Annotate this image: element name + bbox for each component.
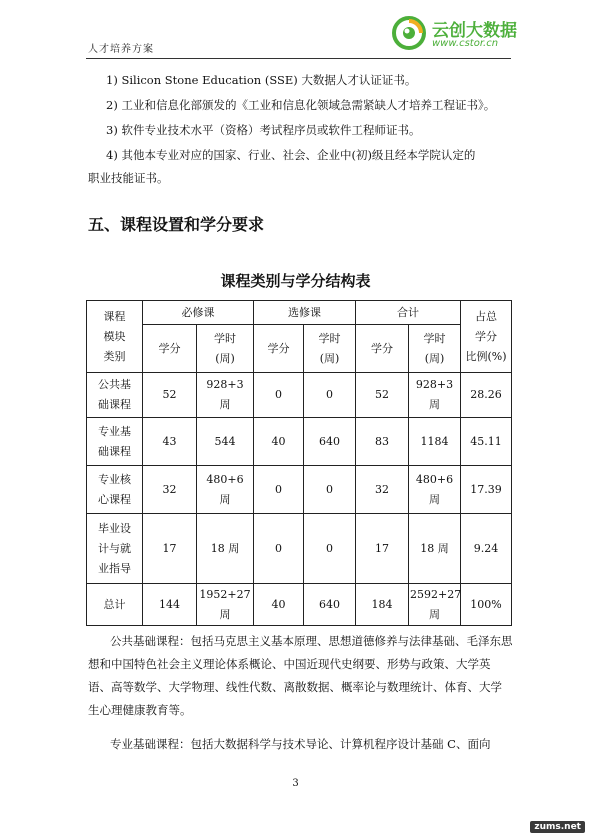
total-credit-cell: 17	[356, 514, 409, 584]
ratio-header-cell: 占总 学分 比例(%)	[461, 301, 512, 373]
hours-subheader-cell: 学时 (周)	[304, 325, 356, 373]
elective-hours-cell: 0	[304, 514, 356, 584]
table-row	[87, 418, 512, 466]
total-credit-cell: 52	[356, 373, 409, 418]
table-row	[87, 373, 512, 418]
watermark-badge: zums.net	[530, 821, 585, 833]
required-header-cell: 必修课	[143, 301, 254, 325]
body-paragraph: 公共基础课程：包括马克思主义基本原理、思想道德修养与法律基础、毛泽东思想和中国特色社会主义理论体系概论、中国近现代史纲要、形势与政策、大学英语、高等数学、大学物理、线性代数、离散数据、概率论与数理统计、体育、大学生心理健康教育等。	[88, 634, 513, 717]
credit-structure-table	[86, 300, 512, 626]
required-credit-cell: 17	[143, 514, 197, 584]
module-header-cell: 课程 模块 类别	[87, 301, 143, 373]
required-hours-cell: 544	[197, 418, 254, 466]
header-divider	[86, 58, 511, 59]
certificate-item: 3) 软件专业技术水平（资格）考试程序员或软件工程师证书。	[106, 123, 421, 137]
required-credit-cell: 32	[143, 466, 197, 514]
required-hours-cell: 18 周	[197, 514, 254, 584]
table-header-row	[87, 301, 512, 325]
table-row	[87, 514, 512, 584]
total-credit-cell: 184	[356, 584, 409, 626]
logo-swirl-icon	[392, 16, 426, 50]
total-credit-cell: 32	[356, 466, 409, 514]
logo-name: 云创大数据	[432, 21, 517, 41]
table-row	[87, 466, 512, 514]
elective-header-cell: 选修课	[254, 301, 356, 325]
elective-hours-cell: 0	[304, 466, 356, 514]
ratio-cell: 100%	[461, 584, 512, 626]
ratio-cell: 9.24	[461, 514, 512, 584]
total-credit-cell: 83	[356, 418, 409, 466]
table-subheader-row	[87, 325, 512, 373]
elective-credit-cell: 0	[254, 466, 304, 514]
credit-subheader-cell: 学分	[356, 325, 409, 373]
module-cell: 专业基 础课程	[87, 418, 143, 466]
section-heading: 五、课程设置和学分要求	[88, 215, 265, 234]
hours-subheader-cell: 学时 (周)	[197, 325, 254, 373]
total-hours-cell: 2592+27 周	[409, 584, 461, 626]
page-number: 3	[292, 778, 299, 789]
elective-credit-cell: 0	[254, 373, 304, 418]
ratio-cell: 45.11	[461, 418, 512, 466]
ratio-cell: 28.26	[461, 373, 512, 418]
table-title: 课程类别与学分结构表	[220, 272, 371, 290]
certificate-item: 2) 工业和信息化部颁发的《工业和信息化领域急需紧缺人才培养工程证书》。	[106, 98, 496, 112]
required-hours-cell: 928+3 周	[197, 373, 254, 418]
required-hours-cell: 480+6 周	[197, 466, 254, 514]
hours-subheader-cell: 学时 (周)	[409, 325, 461, 373]
certificate-item-continuation: 职业技能证书。	[88, 171, 169, 185]
total-hours-cell: 928+3 周	[409, 373, 461, 418]
required-hours-cell: 1952+27 周	[197, 584, 254, 626]
elective-hours-cell: 640	[304, 584, 356, 626]
company-logo	[392, 14, 517, 58]
elective-hours-cell: 0	[304, 373, 356, 418]
required-credit-cell: 43	[143, 418, 197, 466]
elective-credit-cell: 40	[254, 418, 304, 466]
module-cell: 毕业设 计与就 业指导	[87, 514, 143, 584]
logo-url: www.cstor.cn	[432, 38, 499, 49]
body-paragraph: 专业基础课程：包括大数据科学与技术导论、计算机程序设计基础 C、面向	[110, 737, 491, 751]
total-header-cell: 合计	[356, 301, 461, 325]
total-hours-cell: 480+6 周	[409, 466, 461, 514]
table-total-row	[87, 584, 512, 626]
elective-hours-cell: 640	[304, 418, 356, 466]
module-cell: 总计	[87, 584, 143, 626]
module-cell: 公共基 础课程	[87, 373, 143, 418]
module-cell: 专业核 心课程	[87, 466, 143, 514]
required-credit-cell: 52	[143, 373, 197, 418]
elective-credit-cell: 0	[254, 514, 304, 584]
ratio-cell: 17.39	[461, 466, 512, 514]
document-header-title: 人才培养方案	[88, 44, 154, 55]
total-hours-cell: 1184	[409, 418, 461, 466]
credit-subheader-cell: 学分	[254, 325, 304, 373]
total-hours-cell: 18 周	[409, 514, 461, 584]
required-credit-cell: 144	[143, 584, 197, 626]
credit-subheader-cell: 学分	[143, 325, 197, 373]
certificate-item: 4) 其他本专业对应的国家、行业、社会、企业中(初)级且经本学院认定的	[106, 148, 476, 162]
certificate-item: 1) Silicon Stone Education (SSE) 大数据人才认证证书。	[106, 73, 417, 87]
elective-credit-cell: 40	[254, 584, 304, 626]
